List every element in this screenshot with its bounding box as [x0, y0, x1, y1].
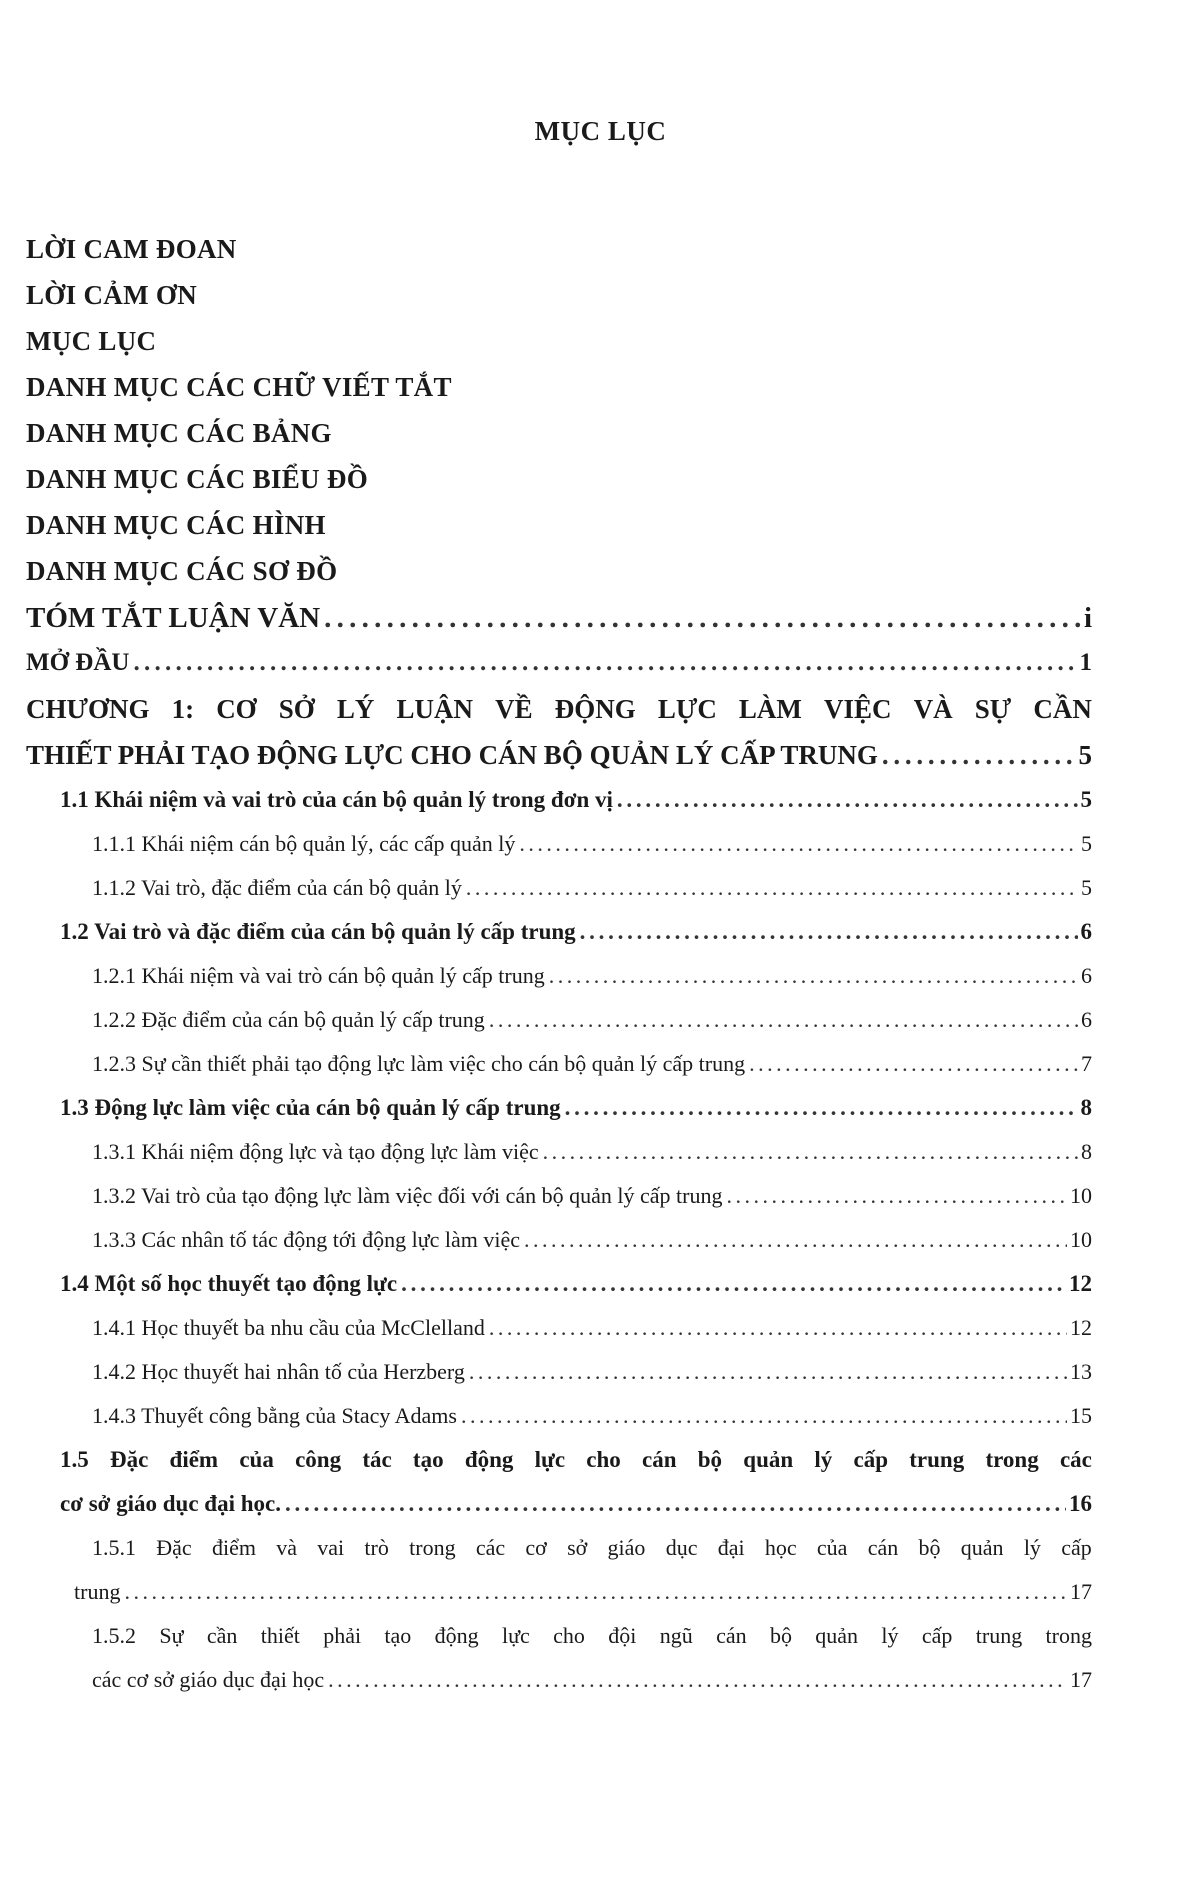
toc-entry-chapter-1[interactable] [26, 686, 1092, 778]
toc-word: cấp [1061, 1535, 1092, 1560]
toc-word: động [434, 1623, 479, 1648]
toc-entry[interactable] [26, 1086, 1092, 1130]
toc-word: lý [814, 1447, 833, 1472]
dot-leader [466, 866, 1078, 910]
toc-word: VÀ [913, 694, 953, 724]
dot-leader [519, 822, 1078, 866]
toc-word: trò [364, 1535, 389, 1560]
toc-entry-text: 1.2.3 Sự cần thiết phải tạo động lực làm việc cho cán bộ quản lý cấp trung [92, 1051, 746, 1076]
toc-word: lý [1023, 1535, 1041, 1560]
toc-word: và [276, 1535, 297, 1560]
toc-entry[interactable] [26, 1174, 1092, 1218]
toc-word: quản [815, 1623, 859, 1648]
toc-page-number: 1 [1079, 649, 1092, 676]
toc-word: bộ [918, 1535, 941, 1560]
toc-page-number: 8 [1080, 1095, 1092, 1120]
toc-word: động [464, 1447, 514, 1472]
toc-word: công [295, 1447, 342, 1472]
dot-leader [565, 1086, 1078, 1130]
toc-word: lý [881, 1623, 899, 1648]
toc-entry[interactable] [26, 954, 1092, 998]
toc-page-number: 12 [1069, 1271, 1092, 1296]
toc-entry-line-2 [74, 1570, 1092, 1614]
toc-entry[interactable] [26, 1042, 1092, 1086]
toc-entry-text: TÓM TẮT LUẬN VĂN [26, 602, 321, 634]
dot-leader [543, 1130, 1078, 1174]
toc-word: cán [642, 1447, 677, 1472]
toc-page-number: 5 [1081, 831, 1092, 856]
toc-entry-text: 1.2.1 Khái niệm và vai trò cán bộ quản lý cấp trung [92, 963, 545, 988]
toc-word: giáo [607, 1535, 646, 1560]
toc-page-number: 10 [1070, 1183, 1092, 1208]
toc-page-number: 13 [1070, 1359, 1092, 1384]
toc-word: CẦN [1033, 694, 1092, 724]
toc-page-number: 17 [1070, 1667, 1092, 1692]
toc-entry-text: 1.3 Động lực làm việc của cán bộ quản lý cấp trung [60, 1095, 561, 1120]
toc-entry-text: 1.1.2 Vai trò, đặc điểm của cán bộ quản lý [92, 875, 462, 900]
toc-entry-text: 1.4.3 Thuyết công bằng của Stacy Adams [92, 1403, 457, 1428]
toc-word: cán [716, 1623, 747, 1648]
toc-entries [26, 778, 1092, 1438]
toc-word: học [764, 1535, 797, 1560]
dot-leader [469, 1350, 1067, 1394]
toc-word: VIỆC [824, 694, 892, 724]
toc-page-number: 8 [1081, 1139, 1092, 1164]
toc-entry-text: 1.2.2 Đặc điểm của cán bộ quản lý cấp trung [92, 1007, 485, 1032]
toc-word: CƠ [216, 694, 257, 724]
dot-leader [401, 1262, 1066, 1306]
toc-entry[interactable] [26, 866, 1092, 910]
toc-entry[interactable] [26, 998, 1092, 1042]
toc-page-number: 12 [1070, 1315, 1092, 1340]
dot-leader [489, 998, 1078, 1042]
toc-word: lực [502, 1623, 530, 1648]
front-matter-item[interactable]: DANH MỤC CÁC SƠ ĐỒ [26, 556, 338, 586]
toc-entry-text: 1.1 Khái niệm và vai trò của cán bộ quản lý trong đơn vị [60, 787, 613, 812]
toc-word: ĐỘNG [554, 694, 636, 724]
toc-entry-text: 1.4.1 Học thuyết ba nhu cầu của McClelland [92, 1315, 485, 1340]
dot-leader [124, 1570, 1067, 1614]
toc-word: cấp [853, 1447, 889, 1472]
toc-entry-line-1 [92, 1614, 1092, 1658]
page-title: MỤC LỤC [534, 116, 667, 146]
toc-word: trong [409, 1535, 456, 1560]
toc-word: cấp [921, 1623, 953, 1648]
toc-word: LÀM [738, 694, 802, 724]
toc-word: 1.5.1 [92, 1535, 136, 1560]
front-matter-item[interactable]: LỜI CẢM ƠN [26, 280, 197, 310]
toc-page-number: 5 [1080, 787, 1092, 812]
toc-word: Đặc [109, 1447, 149, 1472]
toc-word: SỞ [278, 694, 315, 724]
toc-word: thiết [260, 1623, 300, 1648]
toc-entry-text: THIẾT PHẢI TẠO ĐỘNG LỰC CHO CÁN BỘ QUẢN LÝ CẤP TRUNG [26, 740, 878, 770]
toc-entry[interactable] [26, 1130, 1092, 1174]
toc-word: cán [867, 1535, 899, 1560]
toc-entry[interactable] [26, 1350, 1092, 1394]
front-matter-item[interactable]: DANH MỤC CÁC BIỂU ĐỒ [26, 464, 368, 494]
toc-word: điểm [211, 1535, 256, 1560]
toc-entry-text: trung [74, 1579, 121, 1604]
toc-page-number: i [1083, 602, 1092, 634]
dot-leader [549, 954, 1078, 998]
toc-word: vai [317, 1535, 345, 1560]
toc-word: ngũ [659, 1623, 693, 1648]
toc-word: điểm [169, 1447, 219, 1472]
toc-word: CHƯƠNG [26, 694, 150, 724]
toc-page-number: 6 [1080, 919, 1092, 944]
toc-entry-text: cơ sở giáo dục đại học. [60, 1491, 281, 1516]
toc-word: các [1059, 1447, 1092, 1472]
toc-entry[interactable] [26, 822, 1092, 866]
toc-page-number: 7 [1081, 1051, 1092, 1076]
toc-entry[interactable] [26, 1262, 1092, 1306]
toc-word: 1.5 [60, 1447, 89, 1472]
toc-word: cho [586, 1447, 621, 1472]
toc-word: 1: [171, 694, 195, 724]
dot-leader [726, 1174, 1067, 1218]
toc-page-number: 5 [1078, 740, 1092, 770]
toc-entry-text: 1.1.1 Khái niệm cán bộ quản lý, các cấp quản lý [92, 831, 516, 856]
toc-entry[interactable] [26, 910, 1092, 954]
toc-word: LUẬN [396, 694, 474, 724]
front-matter-item[interactable]: LỜI CAM ĐOAN [26, 234, 237, 264]
dot-leader [580, 910, 1078, 954]
dot-leader [324, 596, 1081, 640]
dot-leader [489, 1306, 1067, 1350]
toc-word: tác [362, 1447, 392, 1472]
toc-entry-1-5-2[interactable] [26, 1614, 1092, 1702]
toc-page-number: 5 [1081, 875, 1092, 900]
toc-entry-summary[interactable] [26, 596, 1092, 640]
toc-word: đại [717, 1535, 745, 1560]
toc-entry-text: MỞ ĐẦU [26, 649, 130, 676]
toc-entry-1-5-1[interactable] [26, 1526, 1092, 1614]
toc-page-number: 6 [1081, 1007, 1092, 1032]
dot-leader [285, 1482, 1066, 1526]
toc-entry-text: 1.2 Vai trò và đặc điểm của cán bộ quản lý cấp trung [60, 919, 576, 944]
toc-entry[interactable] [26, 1306, 1092, 1350]
toc-entry-line-2 [26, 732, 1092, 778]
toc-page-number: 6 [1081, 963, 1092, 988]
toc-word: các [475, 1535, 506, 1560]
toc-word: đội [608, 1623, 637, 1648]
dot-leader [133, 640, 1076, 686]
toc-word: dục [665, 1535, 698, 1560]
toc-entry-text: 1.3.3 Các nhân tố tác động tới động lực làm việc [92, 1227, 521, 1252]
toc-entry-text: 1.3.1 Khái niệm động lực và tạo động lực làm việc [92, 1139, 539, 1164]
dot-leader [524, 1218, 1067, 1262]
toc-page-number: 17 [1070, 1579, 1092, 1604]
toc-word: LÝ [336, 694, 375, 724]
front-matter-item[interactable]: MỤC LỤC [26, 326, 157, 356]
toc-entry-line-2 [92, 1658, 1092, 1702]
toc-entry-line-1 [26, 686, 1092, 732]
front-matter-item[interactable]: DANH MỤC CÁC CHỮ VIẾT TẮT [26, 372, 452, 402]
toc-entry-line-2 [26, 1482, 1092, 1526]
toc-entry-1-5[interactable] [26, 1438, 1092, 1526]
toc-word: cơ [525, 1535, 547, 1560]
toc-word: bộ [697, 1447, 723, 1472]
toc-entry-text: các cơ sở giáo dục đại học [92, 1667, 325, 1692]
toc-word: trong [1045, 1623, 1092, 1648]
toc-word: của [239, 1447, 274, 1472]
toc-word: VỀ [495, 694, 533, 724]
toc-word: 1.5.2 [92, 1623, 136, 1648]
dot-leader [328, 1658, 1067, 1702]
toc-word: cho [553, 1623, 585, 1648]
toc-entry-line-1 [60, 1438, 1092, 1482]
toc-word: tạo [384, 1623, 412, 1648]
toc-word: cần [206, 1623, 238, 1648]
toc-word: phải [323, 1623, 362, 1648]
toc-word: quản [960, 1535, 1004, 1560]
toc-word: bộ [769, 1623, 792, 1648]
dot-leader [749, 1042, 1078, 1086]
front-matter-list [26, 226, 452, 594]
toc-entry-intro[interactable] [26, 640, 1092, 686]
dot-leader [882, 732, 1076, 778]
toc-page-number: 15 [1070, 1403, 1092, 1428]
toc-entry[interactable] [26, 1394, 1092, 1438]
toc-page-number: 10 [1070, 1227, 1092, 1252]
toc-word: tạo [412, 1447, 444, 1472]
toc-entry-text: 1.4 Một số học thuyết tạo động lực [60, 1271, 398, 1296]
toc-word: lực [534, 1447, 566, 1472]
toc-entry-text: 1.3.2 Vai trò của tạo động lực làm việc đối với cán bộ quản lý cấp trung [92, 1183, 723, 1208]
toc-word: sở [567, 1535, 588, 1560]
toc-word: SỰ [974, 694, 1012, 724]
toc-word: trong [985, 1447, 1039, 1472]
toc-entry[interactable] [26, 1218, 1092, 1262]
toc-entry-text: 1.4.2 Học thuyết hai nhân tố của Herzberg [92, 1359, 465, 1384]
front-matter-item[interactable]: DANH MỤC CÁC BẢNG [26, 418, 332, 448]
toc-word: LỰC [657, 694, 717, 724]
front-matter-item[interactable]: DANH MỤC CÁC HÌNH [26, 510, 326, 540]
toc-word: quản [743, 1447, 794, 1472]
toc-word: Đặc [156, 1535, 192, 1560]
dot-leader [617, 778, 1078, 822]
toc-word: Sự [159, 1623, 184, 1648]
toc-page-number: 16 [1069, 1491, 1092, 1516]
toc-entry-line-1 [92, 1526, 1092, 1570]
toc-word: trung [975, 1623, 1023, 1648]
toc-word: của [816, 1535, 848, 1560]
table-of-contents [26, 596, 1092, 1702]
toc-word: trung [909, 1447, 965, 1472]
toc-entry[interactable] [26, 778, 1092, 822]
dot-leader [461, 1394, 1067, 1438]
